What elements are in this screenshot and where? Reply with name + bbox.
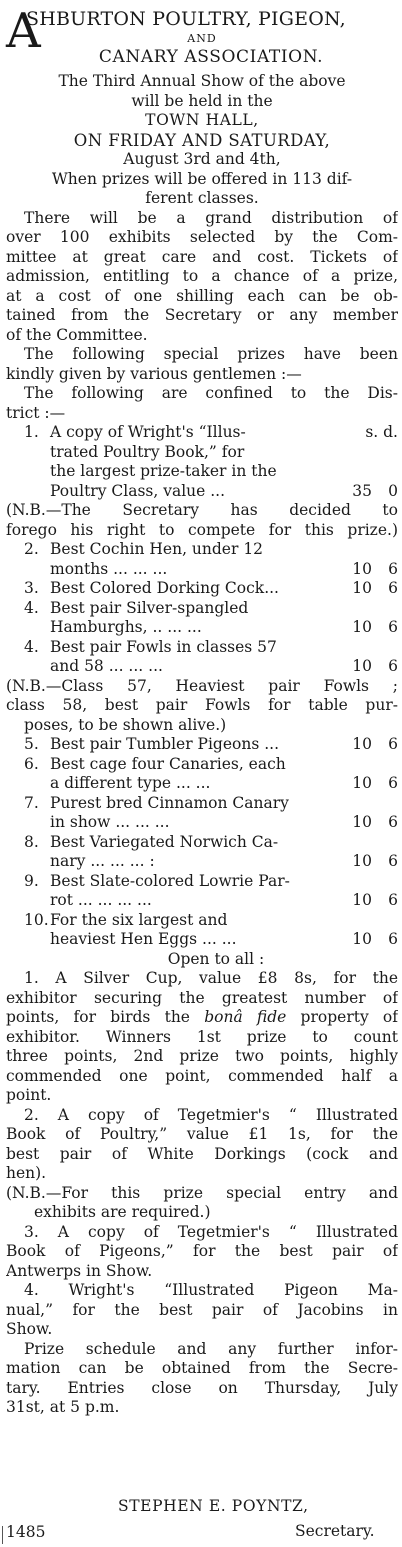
title-and: AND: [187, 32, 217, 45]
para-line: of the Committee.: [6, 325, 148, 344]
prize-text: Best cage four Canaries, each: [50, 754, 286, 773]
open-prize-line: Book of Pigeons,” for the best pair of: [6, 1242, 398, 1260]
intro-block: [6, 72, 398, 209]
open-prize-line: Show.: [6, 1320, 53, 1338]
prize-text: trated Poultry Book,” for: [50, 442, 245, 461]
dates: August 3rd and 4th,: [123, 150, 281, 168]
margin-rule: [2, 1526, 3, 1544]
prize-text: Poultry Class, value ...: [50, 481, 226, 500]
price: [334, 618, 398, 638]
prize-number: 9.: [24, 871, 39, 890]
intro-line: ferent classes.: [145, 189, 259, 207]
prize-text: months ... ... ...: [50, 559, 168, 578]
prize-number: 1.: [24, 423, 39, 441]
prize-text: Best pair Fowls in classes 57: [50, 637, 277, 656]
closing-line: tary. Entries close on Thursday, July: [6, 1378, 398, 1397]
price: [334, 930, 398, 950]
prize-note-line: poses, to be shown alive.): [24, 715, 227, 734]
open-prize-line: point.: [6, 1086, 52, 1104]
district-prize-list: [6, 423, 398, 950]
price-pence: 6: [388, 657, 398, 675]
prize-number: 8.: [24, 832, 39, 851]
venue: TOWN HALL,: [145, 111, 259, 129]
open-prize-line: points, for birds the bonâ fide property of: [6, 1008, 398, 1026]
prize-text: For the six largest and: [50, 910, 228, 929]
open-prize-line: commended one point, commended half a: [6, 1066, 398, 1085]
prize-line: [6, 930, 398, 950]
price-pence: 6: [388, 930, 398, 948]
open-prize-line: 4. Wright's “Illustrated Pigeon Ma-: [24, 1281, 398, 1299]
price-pence: 6: [388, 852, 398, 870]
prize-line: [6, 735, 398, 755]
price-pence: 6: [388, 813, 398, 831]
title-text-1: SHBURTON POULTRY, PIGEON,: [26, 8, 346, 30]
drop-cap: A: [6, 3, 41, 59]
prize-text: Best pair Tumbler Pigeons ...: [50, 735, 279, 753]
para-line: There will be a grand distribution of: [24, 208, 398, 227]
prize-line: [6, 911, 398, 931]
price-shillings: 10: [352, 618, 372, 636]
open-prize-line: 1. A Silver Cup, value £8 8s, for the: [24, 969, 398, 987]
open-prize-line: best pair of White Dorkings (cock and: [6, 1144, 398, 1163]
open-prize-line: Book of Poultry,” value £1 1s, for the: [6, 1125, 398, 1143]
prize-line: [6, 599, 398, 619]
signature: STEPHEN E. POYNTZ,: [118, 1497, 309, 1515]
distribution-paragraph: [6, 209, 398, 346]
price-pence: 0: [388, 481, 398, 500]
closing-paragraph: [6, 1340, 398, 1418]
days: ON FRIDAY AND SATURDAY,: [73, 130, 331, 150]
prize-line: [6, 872, 398, 892]
prize-text: Best Variegated Norwich Ca-: [50, 832, 279, 851]
prize-line: [6, 638, 398, 658]
prize-note-line: class 58, best pair Fowls for table pur-: [6, 696, 398, 714]
prize-line: [6, 482, 398, 502]
prize-line: [6, 852, 398, 872]
prize-number: 6.: [24, 754, 39, 773]
price-pence: 6: [388, 891, 398, 909]
prize-text: in show ... ... ...: [50, 813, 170, 831]
prize-line: [6, 423, 398, 443]
closing-line: Prize schedule and any further infor-: [24, 1339, 398, 1358]
prize-text: nary ... ... ... :: [50, 852, 155, 870]
price: [334, 774, 398, 794]
price-shillings: 10: [352, 657, 372, 675]
price-shillings: 10: [352, 559, 372, 578]
price: [334, 579, 398, 599]
open-prize-line: (N.B.—For this prize special entry and: [6, 1183, 398, 1202]
prize-text: Best Slate-colored Lowrie Par-: [50, 871, 290, 890]
prize-text: a different type ... ...: [50, 774, 211, 792]
prize-number: 4.: [24, 637, 39, 656]
prize-text: Hamburghs, .. ... ...: [50, 618, 202, 636]
intro-line: The Third Annual Show of the above: [58, 72, 346, 90]
para-line: The following special prizes have been: [24, 345, 398, 363]
price-shillings: 10: [352, 891, 372, 909]
prize-note-line: (N.B.—Class 57, Heaviest pair Fowls ;: [6, 676, 398, 695]
price: [334, 813, 398, 833]
prize-number: 7.: [24, 793, 39, 812]
price-shillings: 10: [352, 852, 372, 870]
prize-text: the largest prize-taker in the: [50, 462, 277, 480]
prize-line: [6, 443, 398, 463]
prize-line: [6, 891, 398, 911]
intro-line: When prizes will be offered in 113 dif-: [51, 169, 353, 188]
open-prize-line: 3. A copy of Tegetmier's “ Illustrated: [24, 1222, 398, 1241]
para-line: mittee at great care and cost. Tickets of: [6, 247, 398, 266]
open-prize-line: three points, 2nd prize two points, highly: [6, 1047, 398, 1065]
prize-number: 3.: [24, 579, 39, 597]
currency-header: s. d.: [365, 423, 398, 441]
prize-line: [6, 540, 398, 560]
para-line: tained from the Secretary or any member: [6, 306, 398, 324]
open-prize-line: hen).: [6, 1164, 47, 1182]
title-line-2: CANARY ASSOCIATION.: [98, 47, 324, 67]
prize-note-line: (N.B.—The Secretary has decided to: [6, 501, 398, 519]
price-pence: 6: [388, 579, 398, 597]
prize-note-line: forego his right to compete for this prize.): [6, 520, 398, 539]
para-line: admission, entitling to a chance of a prize,: [6, 267, 398, 285]
prize-line: [6, 579, 398, 599]
closing-line: 31st, at 5 p.m.: [6, 1398, 120, 1416]
price: [334, 657, 398, 677]
intro-line: will be held in the: [131, 91, 273, 110]
signature-title: Secretary.: [295, 1522, 375, 1540]
open-prize-list: [6, 969, 398, 1340]
open-prize-line: 2. A copy of Tegetmier's “ Illustrated: [24, 1105, 398, 1124]
prize-text: Best pair Silver-spangled: [50, 598, 249, 617]
prize-line: [6, 755, 398, 775]
special-prizes-paragraph: [6, 345, 398, 423]
price-shillings: 10: [352, 813, 372, 831]
open-prize-line: nual,” for the best pair of Jacobins in: [6, 1300, 398, 1319]
prize-line: [6, 462, 398, 482]
prize-line: [6, 833, 398, 853]
prize-number: 5.: [24, 735, 39, 753]
prize-line: [6, 774, 398, 794]
open-prize-line: Antwerps in Show.: [6, 1261, 153, 1280]
prize-text: Purest bred Cinnamon Canary: [50, 793, 289, 812]
price-shillings: 35: [352, 481, 372, 500]
open-prize-line: exhibitor. Winners 1st prize to count: [6, 1027, 398, 1046]
para-line: trict :—: [6, 403, 66, 422]
prize-line: [6, 560, 398, 580]
price: [334, 482, 398, 502]
price-shillings: 10: [352, 774, 372, 792]
price: [334, 560, 398, 580]
prize-text: A copy of Wright's “Illus-: [50, 423, 246, 441]
price: [334, 735, 398, 755]
prize-text: Best Colored Dorking Cock...: [50, 579, 279, 597]
prize-line: [6, 813, 398, 833]
open-prize-line: exhibitor securing the greatest number of: [6, 988, 398, 1007]
para-line: at a cost of one shilling each can be ob-: [6, 286, 398, 305]
prize-text: rot ... ... ... ...: [50, 891, 152, 909]
prize-text: Best Cochin Hen, under 12: [50, 540, 264, 558]
open-prize-line: exhibits are required.): [34, 1203, 211, 1221]
italic-phrase: bonâ fide: [204, 1008, 287, 1026]
price-pence: 6: [388, 559, 398, 578]
price-shillings: 10: [352, 735, 372, 753]
price-shillings: 10: [352, 579, 372, 597]
price: [334, 891, 398, 911]
prize-line: [6, 657, 398, 677]
prize-number: 2.: [24, 540, 39, 558]
prize-line: [6, 794, 398, 814]
reference-number: 1485: [6, 1523, 46, 1541]
closing-line: mation can be obtained from the Secre-: [6, 1359, 398, 1377]
price-pence: 6: [388, 735, 398, 753]
para-line: The following are confined to the Dis-: [24, 384, 398, 402]
price-shillings: 10: [352, 930, 372, 948]
open-heading: Open to all :: [167, 949, 265, 968]
para-line: kindly given by various gentlemen :—: [6, 364, 302, 383]
prize-line: [6, 618, 398, 638]
price-pence: 6: [388, 618, 398, 636]
prize-text: and 58 ... ... ...: [50, 657, 163, 675]
prize-number: 10.: [24, 910, 49, 929]
prize-text: heaviest Hen Eggs ... ...: [50, 930, 237, 948]
price-pence: 6: [388, 774, 398, 792]
prize-number: 4.: [24, 598, 39, 617]
para-line: over 100 exhibits selected by the Com-: [6, 228, 398, 246]
price: [334, 852, 398, 872]
